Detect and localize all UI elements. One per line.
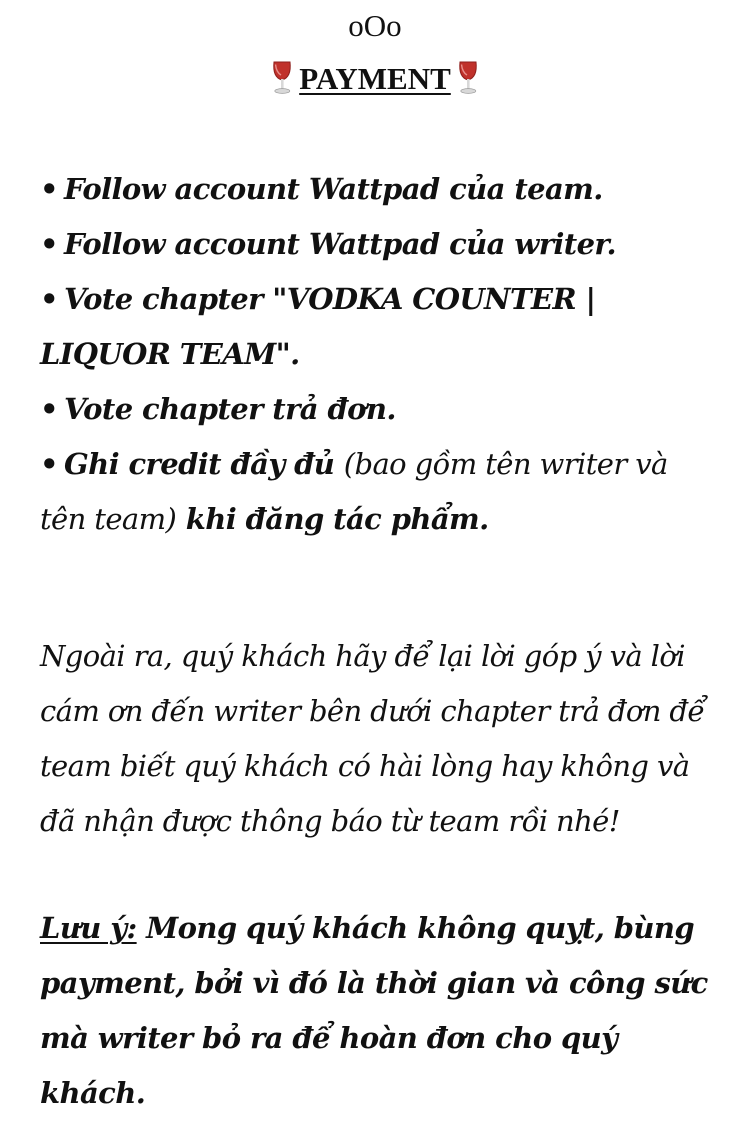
warning-note [40, 901, 714, 1121]
bullet: • [40, 282, 58, 316]
title-text: PAYMENT [299, 61, 451, 96]
bullet: • [40, 227, 58, 261]
rule-text: Vote chapter trả đơn. [63, 392, 396, 426]
wine-glass-icon [267, 59, 297, 97]
rule-follow-writer [40, 217, 714, 272]
rule-text-plain: (bao gồm tên writer và tên team) [40, 447, 668, 536]
rule-vote-chapter [40, 382, 714, 437]
page-title [0, 56, 750, 102]
bullet: • [40, 392, 58, 426]
thank-you-note: Ngoài ra, quý khách hãy để lại lời góp ý và lời cám ơn đến writer bên dưới chapter trả đơn để team biết quý khách có hài lòng hay không và đã nhận được thông báo từ team rồi nhé! [40, 639, 705, 838]
wine-glass-icon [453, 59, 483, 97]
rule-text-bold-end: khi đăng tác phẩm. [185, 502, 489, 536]
payment-rules-list [40, 162, 714, 547]
rule-text: Follow account Wattpad của writer. [63, 227, 616, 261]
rule-text: Follow account Wattpad của team. [63, 172, 603, 206]
rule-vote-counter [40, 272, 714, 382]
rule-credit [40, 437, 714, 547]
rule-text-bold: Ghi credit đầy đủ [63, 447, 335, 481]
bullet: • [40, 447, 58, 481]
bullet: • [40, 172, 58, 206]
rule-text: Vote chapter "VODKA COUNTER | LIQUOR TEAM". [40, 282, 596, 371]
warning-text: Mong quý khách không quỵt, bùng payment, bởi vì đó là thời gian và công sức mà writer bỏ ra để hoàn đơn cho quý khách. [40, 911, 708, 1110]
rule-follow-team [40, 162, 714, 217]
decorative-ornament: oOo [348, 8, 402, 43]
warning-label: Lưu ý: [40, 911, 137, 945]
